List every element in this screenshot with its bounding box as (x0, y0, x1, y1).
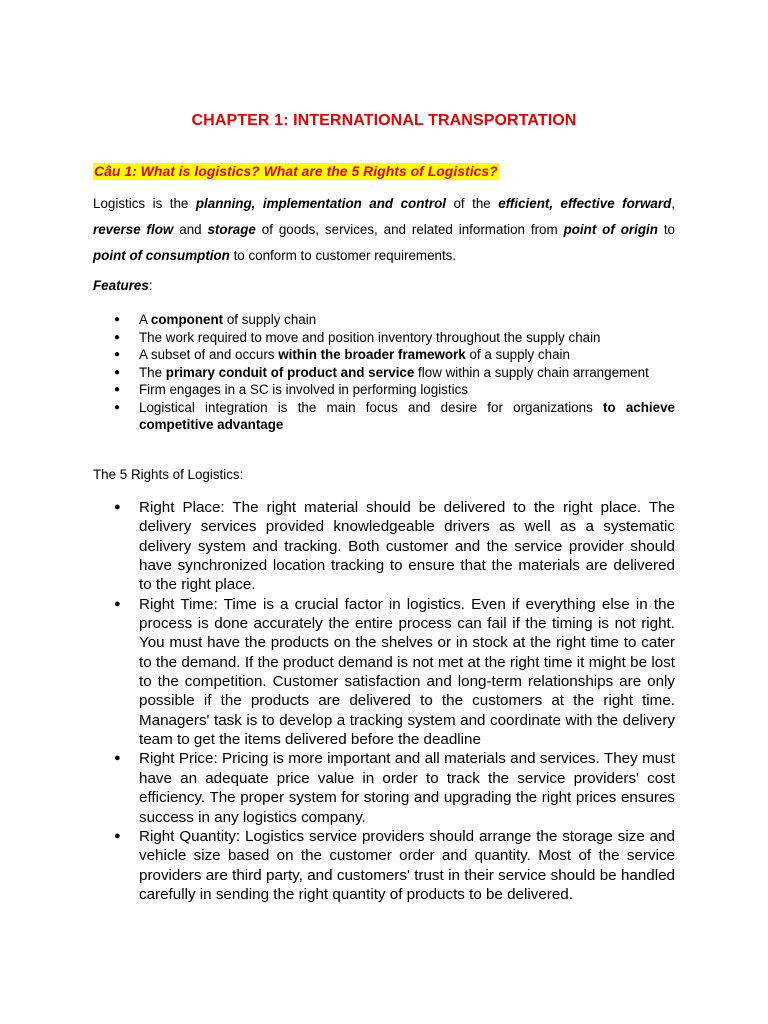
intro-text: and (173, 222, 208, 237)
feature-emphasis: within the broader framework (278, 347, 466, 362)
list-item (93, 311, 675, 329)
feature-text: The work required to move and position inventory throughout the supply chain (139, 329, 601, 345)
intro-emphasis: reverse flow (93, 222, 174, 237)
bullet-icon: ● (114, 752, 121, 765)
features-colon: : (148, 278, 153, 293)
list-item (93, 346, 675, 364)
intro-text: Logistics is the (93, 196, 196, 211)
bullet-icon: ● (114, 349, 121, 360)
bullet-icon: ● (114, 501, 121, 513)
feature-text: Firm engages in a SC is involved in performing logistics (139, 382, 468, 397)
intro-emphasis: point of consumption (93, 248, 230, 263)
feature-emphasis: to achieve competitive advantage (139, 399, 675, 432)
feature-text: flow within a supply chain arrangement (414, 364, 649, 380)
rights-list (93, 498, 675, 904)
feature-emphasis: component (150, 312, 224, 327)
bullet-icon: ● (114, 384, 121, 395)
right-text: Right Time: Time is a crucial factor in logistics. Even if everything else in the process is done accurately the entire process can fail if the timing is not right. You must have the products on the shelves or in stock at the right time to cater to the demand. If the product demand is not met at the right time it might be lost to the competition. Customer satisfaction and long-term relationships are only possible if the products are delivered to the customers at the right time. Managers' task is to develop a tracking system and coordinate with the delivery team to get the items delivered before the deadline (139, 595, 675, 749)
intro-text: of the (445, 196, 499, 211)
feature-text: The (139, 364, 166, 380)
bullet-icon: ● (114, 401, 121, 413)
list-item (93, 364, 675, 382)
intro-text: to conform to customer requirements. (229, 248, 457, 263)
bullet-icon: ● (114, 597, 121, 610)
intro-text: , (671, 196, 675, 211)
list-item (93, 399, 675, 434)
intro-emphasis: storage (207, 222, 256, 237)
list-item (93, 595, 675, 750)
list-item (93, 749, 675, 826)
intro-text: to (657, 222, 675, 237)
list-item (93, 329, 675, 347)
bullet-icon: ● (114, 366, 121, 378)
intro-emphasis: point of origin (563, 222, 658, 237)
feature-text: of supply chain (223, 312, 317, 327)
right-text: Right Quantity: Logistics service providers should arrange the storage size and vehicle size based on the customer order and quantity. Most of the service providers are third party, and customers' trust in their service should be handled carefully in sending the right quantity of products to be delivered. (139, 827, 675, 903)
question-heading: Câu 1: What is logistics? What are the 5 Rights of Logistics? (94, 163, 498, 179)
right-text: Right Place: The right material should be delivered to the right place. The delivery services provided knowledgeable drivers as well as a systematic delivery system and tracking. Both customer and the service provider should have synchronized location tracking to ensure that the materials are delivered to the right place. (139, 499, 675, 594)
feature-text: A (139, 312, 151, 327)
bullet-icon: ● (114, 331, 121, 343)
bullet-icon: ● (114, 314, 121, 325)
feature-emphasis: primary conduit of product and service (165, 364, 415, 380)
features-label-text: Features (93, 278, 149, 293)
feature-text: A subset of and occurs (139, 347, 279, 362)
feature-text: of a supply chain (465, 347, 570, 362)
intro-paragraph (93, 191, 675, 269)
intro-text: of goods, services, and related information from (255, 222, 564, 237)
intro-emphasis: efficient, effective forward (498, 196, 672, 211)
features-list (93, 311, 675, 434)
chapter-title: CHAPTER 1: INTERNATIONAL TRANSPORTATION (191, 112, 577, 129)
list-item (93, 381, 675, 399)
right-text: Right Price: Pricing is more important and all materials and services. They must have an adequate price value in order to track the service providers' cost efficiency. The proper system for storing and upgrading the right prices ensures success in any logistics company. (139, 750, 675, 826)
list-item (93, 498, 675, 595)
feature-text: Logistical integration is the main focus and desire for organizations (139, 399, 603, 415)
bullet-icon: ● (114, 829, 121, 842)
list-item (93, 827, 675, 904)
features-label (93, 278, 153, 293)
rights-label: The 5 Rights of Logistics: (93, 467, 244, 482)
intro-emphasis: planning, implementation and control (195, 196, 446, 211)
